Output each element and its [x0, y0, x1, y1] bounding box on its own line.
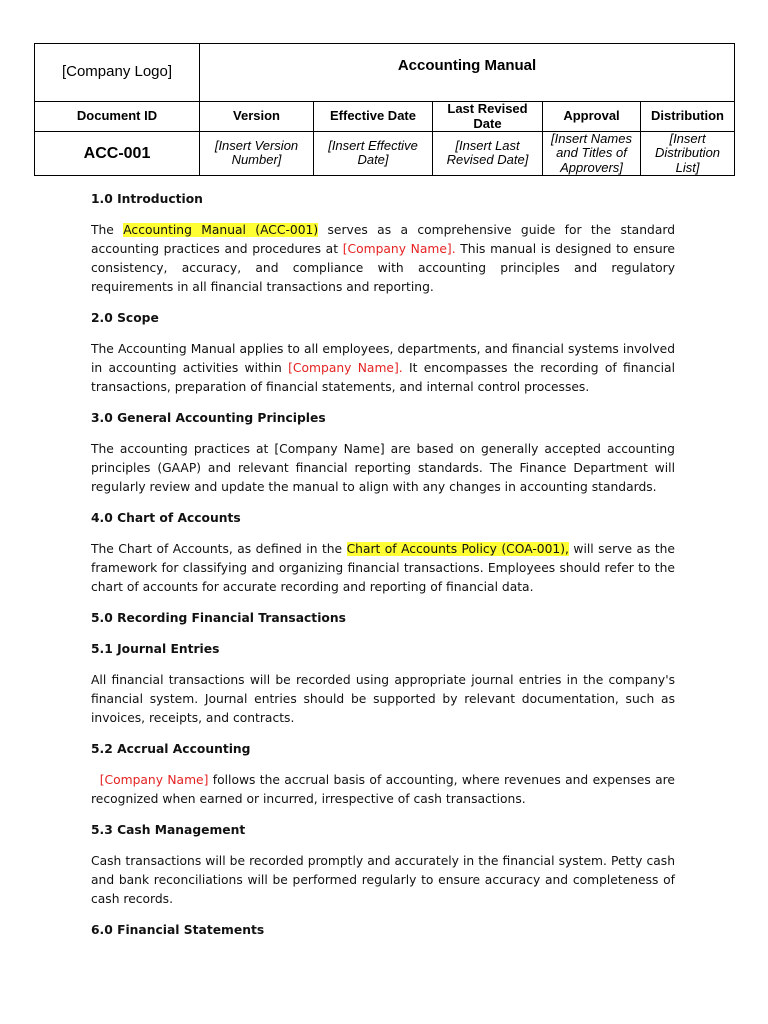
- text-run: serves as a comprehensive guide for the standard accounting practices and procedures at: [91, 223, 675, 256]
- document-id-value: ACC-001: [35, 132, 200, 176]
- subsection-heading: 5.1 Journal Entries: [91, 642, 220, 656]
- last-revised-date-value: [Insert Last Revised Date]: [433, 132, 543, 176]
- document-title: Accounting Manual: [200, 44, 735, 102]
- chart-of-accounts-paragraph: [91, 540, 675, 597]
- section-heading: 5.0 Recording Financial Transactions: [91, 611, 346, 625]
- subsection-heading: 5.2 Accrual Accounting: [91, 742, 251, 756]
- text-run: It encompasses the recording of financial transactions, preparation of financial statements, and internal control processes.: [91, 361, 675, 394]
- highlighted-reference: Chart of Accounts Policy (COA-001),: [346, 542, 569, 556]
- text-run: The Chart of Accounts, as defined in the: [91, 542, 347, 556]
- text-run: This manual is designed to ensure consistency, accuracy, and compliance with accounting principles and regulatory requirements in all financial transactions and reporting.: [91, 242, 675, 294]
- text-run: will serve as the framework for classifying and organizing financial transactions. Employees should refer to the chart of accounts for accurate recording and reporting of financial data.: [91, 542, 675, 594]
- text-run: The Accounting Manual applies to all employees, departments, and financial systems involved in accounting activities within: [91, 342, 675, 375]
- company-name-placeholder: [Company Name].: [288, 361, 403, 375]
- section-heading: 6.0 Financial Statements: [91, 923, 265, 937]
- version-label: Version: [200, 102, 314, 132]
- cash-management-paragraph: Cash transactions will be recorded promptly and accurately in the financial system. Petty cash and bank reconciliations will be performed regularly to ensure accuracy and completeness of cash records.: [91, 854, 675, 906]
- highlighted-reference: Accounting Manual (ACC-001): [123, 223, 319, 237]
- text-run: follows the accrual basis of accounting, where revenues and expenses are recognized when earned or incurred, irrespective of cash transactions.: [91, 773, 675, 806]
- distribution-label: Distribution: [641, 102, 735, 132]
- distribution-value: [Insert Distribution List]: [641, 132, 735, 176]
- company-name-placeholder: [Company Name].: [342, 242, 456, 256]
- document-id-label: Document ID: [35, 102, 200, 132]
- document-header-table: [34, 43, 735, 176]
- subsection-heading: 5.3 Cash Management: [91, 823, 246, 837]
- document-body: [91, 190, 675, 952]
- effective-date-value: [Insert Effective Date]: [314, 132, 433, 176]
- introduction-paragraph: [91, 221, 675, 297]
- section-heading: 4.0 Chart of Accounts: [91, 511, 241, 525]
- scope-paragraph: [91, 340, 675, 397]
- approval-label: Approval: [543, 102, 641, 132]
- section-heading: 1.0 Introduction: [91, 192, 203, 206]
- journal-entries-paragraph: All financial transactions will be recorded using appropriate journal entries in the company's financial system. Journal entries should be supported by relevant documentation, such as invoices, receipts, and contracts.: [91, 673, 675, 725]
- last-revised-date-label: Last Revised Date: [433, 102, 543, 132]
- company-name-placeholder: [Company Name]: [99, 773, 209, 787]
- company-logo-placeholder: [Company Logo]: [35, 44, 200, 102]
- section-heading: 2.0 Scope: [91, 311, 159, 325]
- approval-value: [Insert Names and Titles of Approvers]: [543, 132, 641, 176]
- effective-date-label: Effective Date: [314, 102, 433, 132]
- section-heading: 3.0 General Accounting Principles: [91, 411, 326, 425]
- principles-paragraph: The accounting practices at [Company Name] are based on generally accepted accounting principles (GAAP) and relevant financial reporting standards. The Finance Department will regularly review and update the manual to align with any changes in accounting standards.: [91, 442, 675, 494]
- accrual-accounting-paragraph: [91, 771, 675, 809]
- text-run: The: [91, 223, 124, 237]
- version-value: [Insert Version Number]: [200, 132, 314, 176]
